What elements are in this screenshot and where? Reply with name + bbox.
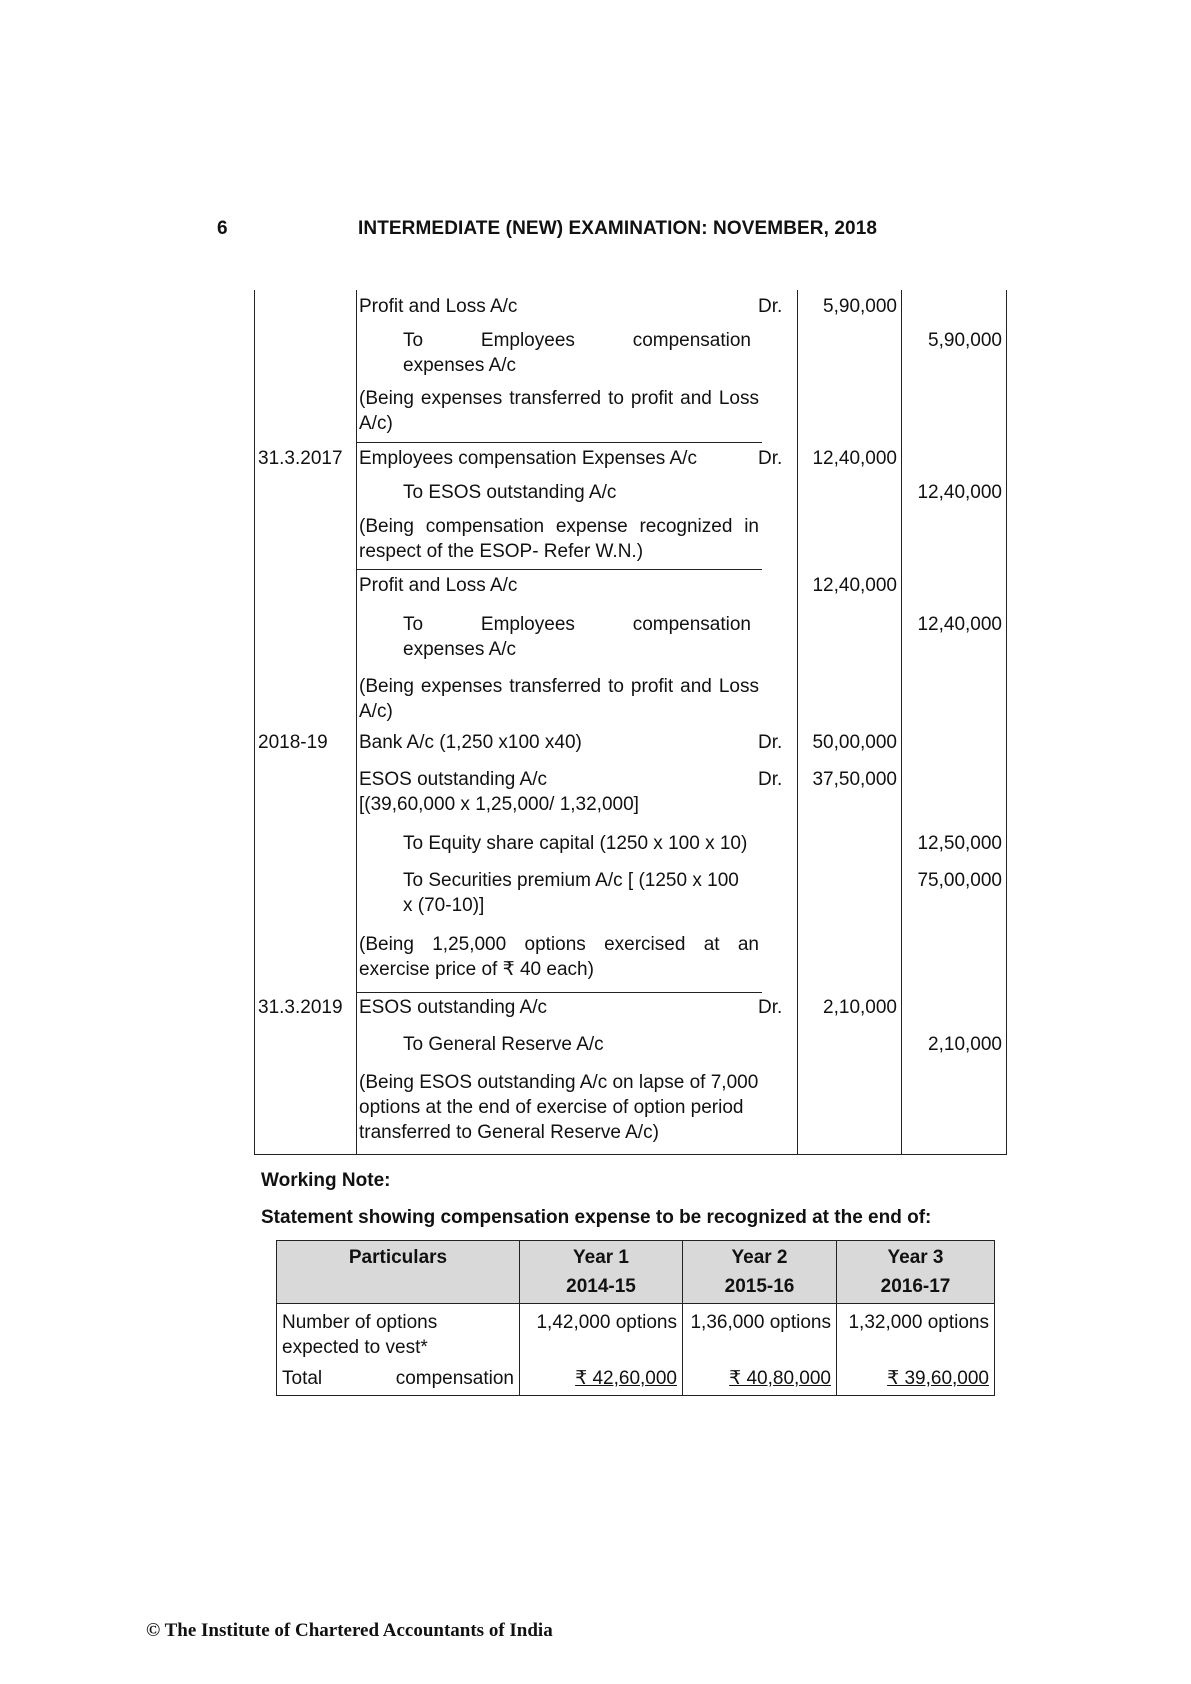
header-line: Year 3 xyxy=(887,1247,944,1268)
dr-label: Dr. xyxy=(758,769,783,790)
credit-amount: 12,50,000 xyxy=(917,833,1002,854)
narration-line: (Being ESOS outstanding A/c on lapse of 7,000 xyxy=(359,1072,759,1093)
statement-heading: Statement showing compensation expense to be recognized at the end of: xyxy=(261,1207,932,1228)
dr-label: Dr. xyxy=(758,296,783,317)
journal-lf-divider xyxy=(797,290,798,1154)
table-row xyxy=(277,1304,995,1361)
table-header-row xyxy=(277,1241,995,1304)
dr-label: Dr. xyxy=(758,732,783,753)
dr-label: Dr. xyxy=(758,448,783,469)
debit-account: Bank A/c (1,250 x100 x40) xyxy=(359,732,582,753)
debit-amount: 12,40,000 xyxy=(812,448,897,469)
credit-account: To Equity share capital (1250 x 100 x 10) xyxy=(403,833,748,854)
debit-account-2: ESOS outstanding A/c xyxy=(359,769,548,790)
credit-account-cont: expenses A/c xyxy=(403,639,517,660)
page-number: 6 xyxy=(217,218,228,239)
credit-account: To ESOS outstanding A/c xyxy=(403,482,617,503)
row-label xyxy=(277,1360,520,1396)
header-line: 2015-16 xyxy=(724,1276,795,1297)
cell-value xyxy=(683,1360,837,1396)
row-label: Number of options expected to vest* xyxy=(277,1304,520,1361)
credit-amount: 12,40,000 xyxy=(917,614,1002,635)
journal-left-border xyxy=(254,290,255,1154)
narration: (Being expenses transferred to profit and Loss A/c) xyxy=(359,676,759,722)
row-label-word: Total xyxy=(282,1368,323,1389)
working-note-label: Working Note: xyxy=(261,1170,391,1191)
header-year-3 xyxy=(837,1241,995,1304)
debit-amount: 50,00,000 xyxy=(812,732,897,753)
header-year-1 xyxy=(520,1241,683,1304)
debit-account-2-cont: [(39,60,000 x 1,25,000/ 1,32,000] xyxy=(359,794,639,815)
debit-account: Profit and Loss A/c xyxy=(359,575,518,596)
entry-separator xyxy=(356,569,762,570)
credit-account-2: To Securities premium A/c [ (1250 x 100 xyxy=(403,870,739,891)
credit-amount: 5,90,000 xyxy=(928,330,1002,351)
entry-separator xyxy=(356,442,762,443)
page-title: INTERMEDIATE (NEW) EXAMINATION: NOVEMBER, 2018 xyxy=(358,218,878,239)
credit-word: Employees xyxy=(480,330,575,351)
entry-date: 31.3.2019 xyxy=(258,997,343,1018)
cell-value: 1,42,000 options xyxy=(520,1304,683,1361)
debit-amount: 12,40,000 xyxy=(812,575,897,596)
dr-label: Dr. xyxy=(758,997,783,1018)
credit-word: To xyxy=(403,330,424,351)
row-label-word: compensation xyxy=(395,1368,514,1389)
journal-right-border xyxy=(1006,290,1007,1154)
header-line: Year 2 xyxy=(731,1247,788,1268)
amount-underlined: ₹ 40,80,000 xyxy=(729,1368,831,1389)
credit-word: compensation xyxy=(632,614,751,635)
narration: (Being expenses transferred to profit and Loss A/c) xyxy=(359,388,759,434)
header-particulars xyxy=(277,1241,520,1304)
credit-word: Employees xyxy=(480,614,575,635)
debit-amount-2: 37,50,000 xyxy=(812,769,897,790)
credit-account xyxy=(403,612,751,637)
header-line: Year 1 xyxy=(573,1247,629,1268)
header-year-2 xyxy=(683,1241,837,1304)
copyright-footer: © The Institute of Chartered Accountants of India xyxy=(146,1620,553,1641)
journal-bottom-border xyxy=(254,1154,1007,1155)
credit-account xyxy=(403,328,751,353)
narration-line: options at the end of exercise of option period xyxy=(359,1097,744,1118)
credit-amount-2: 75,00,000 xyxy=(917,870,1002,891)
amount-underlined: ₹ 42,60,000 xyxy=(575,1368,677,1389)
credit-amount: 12,40,000 xyxy=(917,482,1002,503)
entry-separator xyxy=(356,992,762,993)
credit-word: compensation xyxy=(632,330,751,351)
credit-account-cont: expenses A/c xyxy=(403,355,517,376)
header-line: 2016-17 xyxy=(880,1276,951,1297)
amount-underlined: ₹ 39,60,000 xyxy=(887,1368,989,1389)
entry-date: 31.3.2017 xyxy=(258,448,343,469)
journal-debit-divider xyxy=(901,290,902,1154)
debit-account: Employees compensation Expenses A/c xyxy=(359,448,697,469)
journal-date-divider xyxy=(356,290,357,1154)
debit-account: Profit and Loss A/c xyxy=(359,296,518,317)
cell-value xyxy=(837,1360,995,1396)
narration: (Being compensation expense recognized in respect of the ESOP- Refer W.N.) xyxy=(359,516,759,562)
table-row xyxy=(277,1360,995,1396)
cell-value: 1,36,000 options xyxy=(683,1304,837,1361)
row-label-spread xyxy=(282,1366,514,1391)
compensation-table xyxy=(276,1240,995,1396)
credit-account: To General Reserve A/c xyxy=(403,1034,604,1055)
credit-word: To xyxy=(403,614,424,635)
entry-date: 2018-19 xyxy=(258,732,328,753)
debit-account: ESOS outstanding A/c xyxy=(359,997,548,1018)
narration-line: transferred to General Reserve A/c) xyxy=(359,1122,659,1143)
cell-value: 1,32,000 options xyxy=(837,1304,995,1361)
header-line: 2014-15 xyxy=(566,1276,636,1297)
credit-amount: 2,10,000 xyxy=(928,1034,1002,1055)
header-line: Particulars xyxy=(348,1247,448,1268)
cell-value xyxy=(520,1360,683,1396)
debit-amount: 2,10,000 xyxy=(823,997,897,1018)
journal-entries-table xyxy=(254,290,1007,1154)
debit-amount: 5,90,000 xyxy=(823,296,897,317)
credit-account-2-cont: x (70-10)] xyxy=(403,895,485,916)
narration: (Being 1,25,000 options exercised at an exercise price of ₹ 40 each) xyxy=(359,934,759,980)
header-line xyxy=(282,1272,514,1301)
